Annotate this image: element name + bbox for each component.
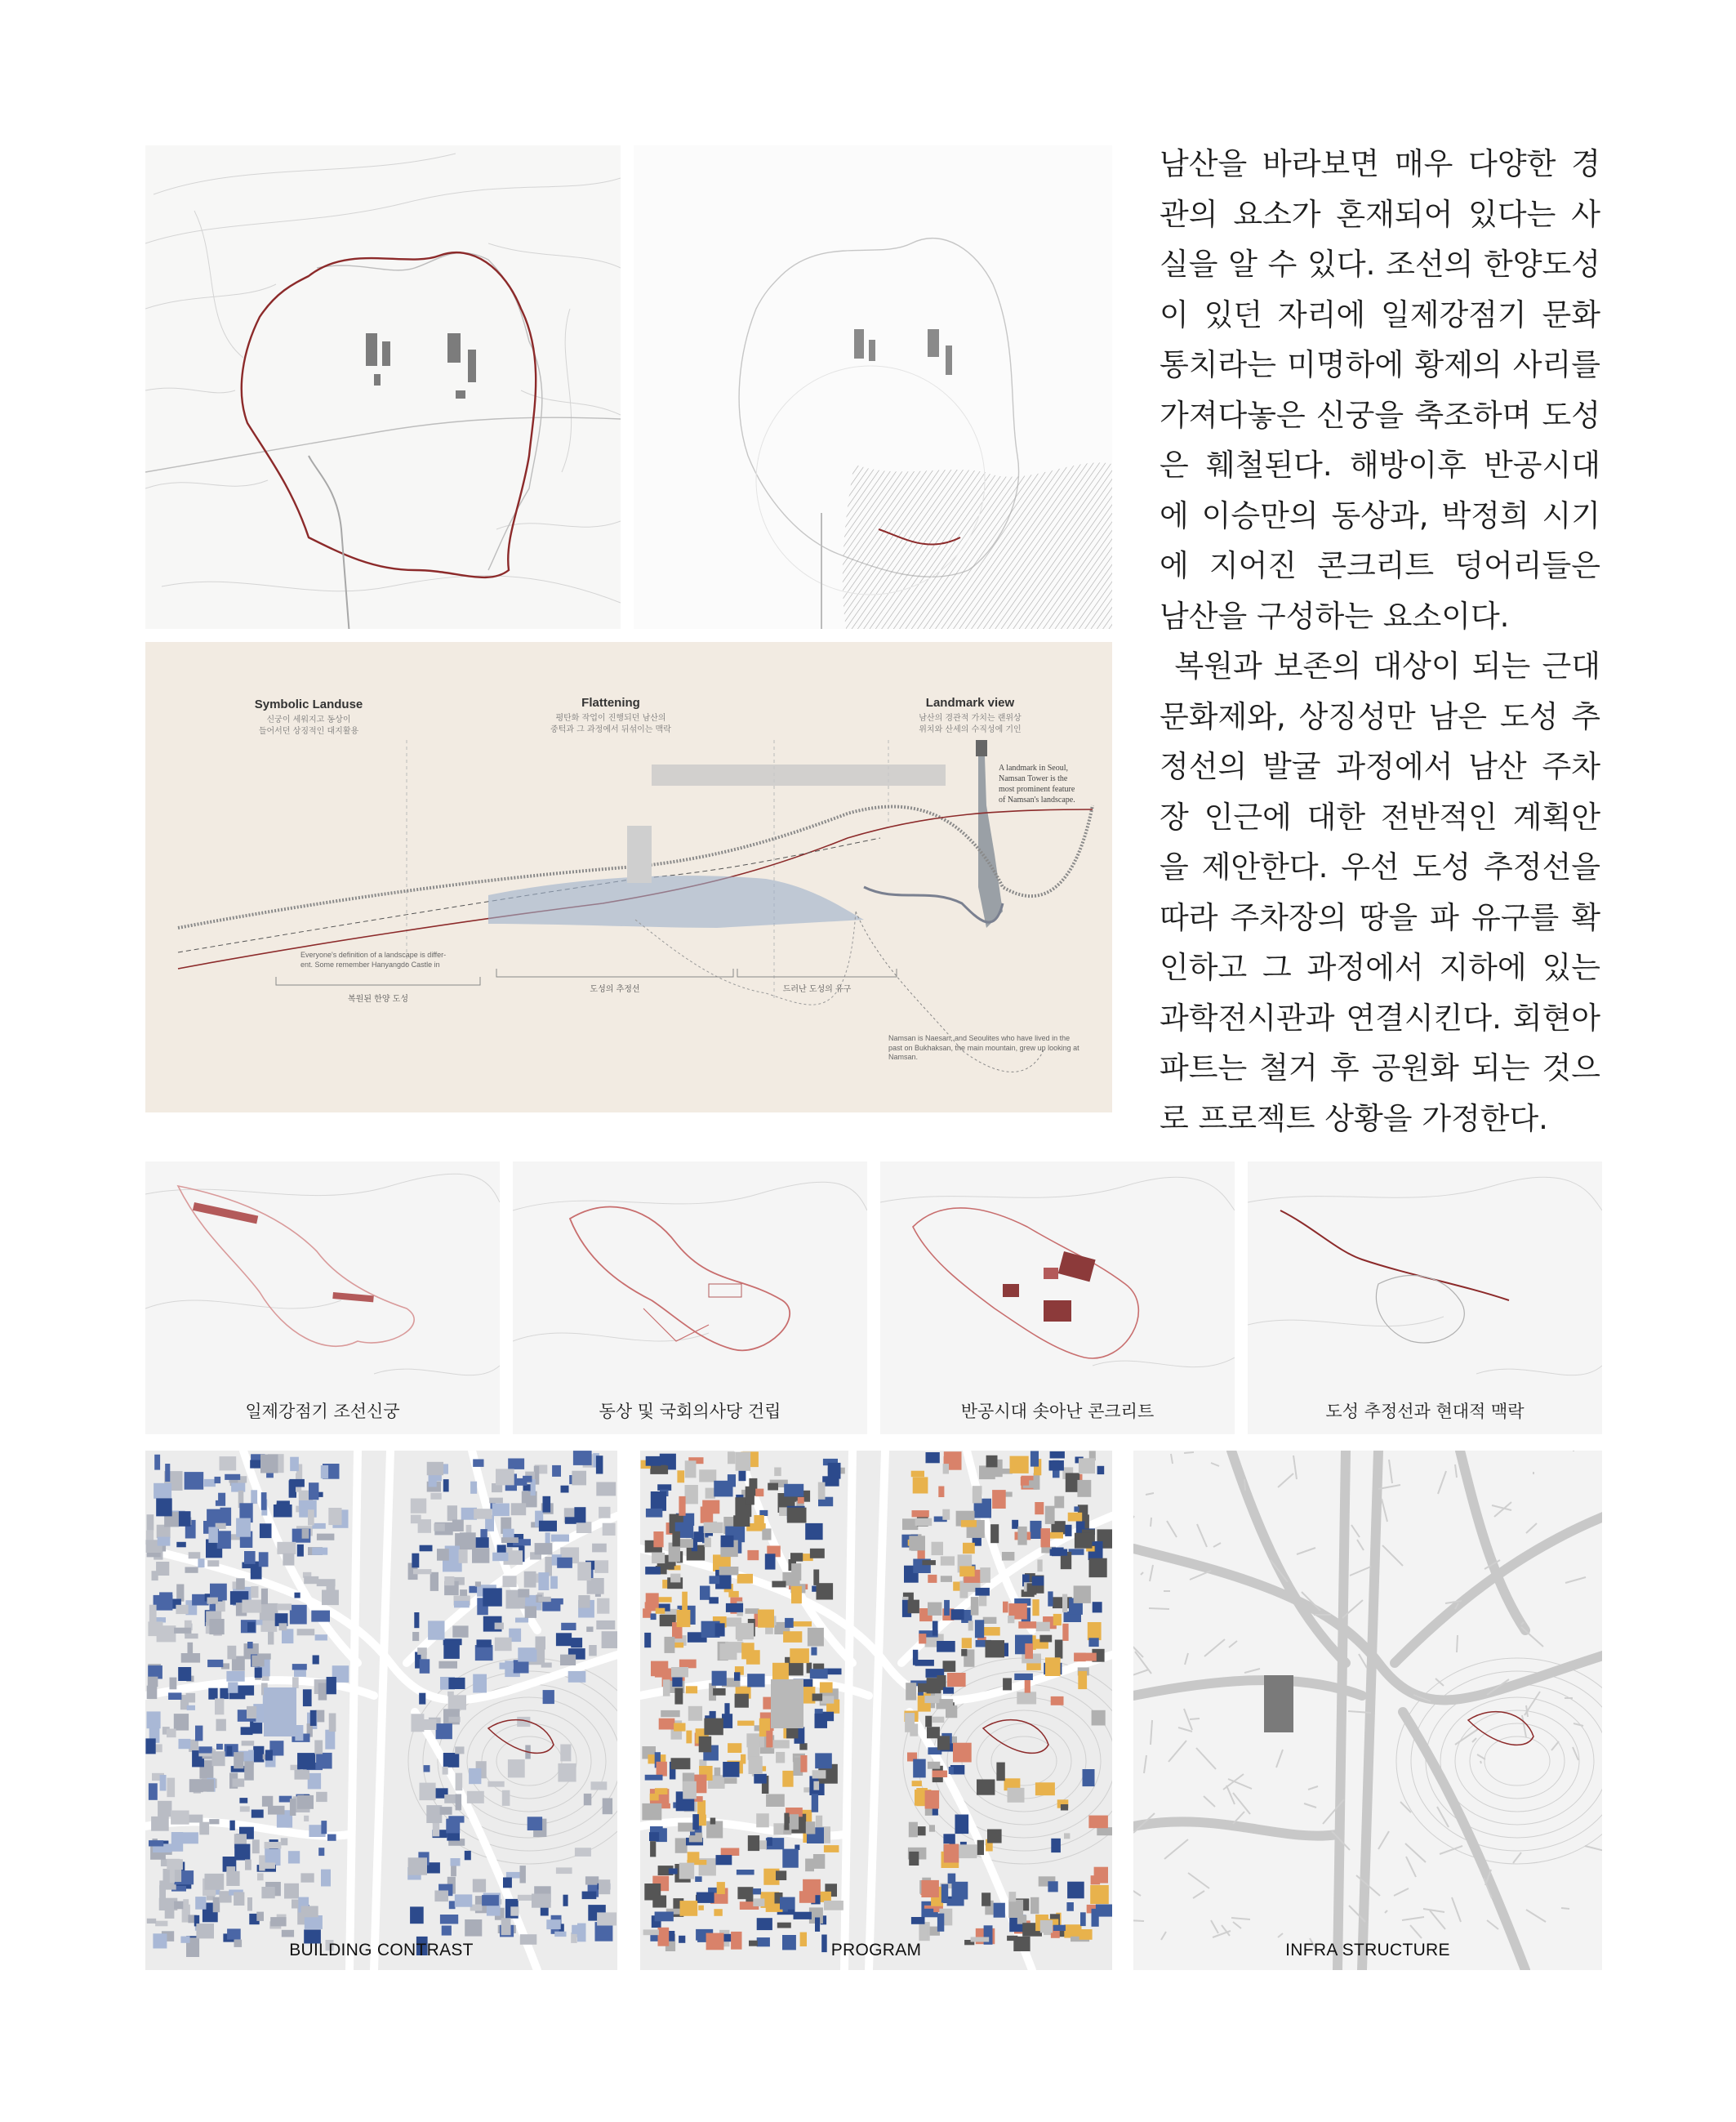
city-caption-infrastructure: INFRA STRUCTURE (1285, 1941, 1450, 1959)
city-map-building-contrast-drawing (145, 1451, 617, 1970)
bracket-label-estimated-line: 도성의 추정선 (590, 985, 640, 994)
city-map-building-contrast (145, 1451, 617, 1970)
topo-map-wall-drawing (145, 145, 621, 629)
history-map-statue (513, 1161, 867, 1434)
city-caption-program: PROGRAM (830, 1941, 922, 1959)
history-caption-concrete: 반공시대 솟아난 콘크리트 (960, 1402, 1155, 1421)
history-caption-statue: 동상 및 국회의사당 건립 (599, 1402, 781, 1421)
section-heading-title: Flattening (581, 696, 640, 710)
essay-paragraph-2: 복원과 보존의 대상이 되는 근대문화제와, 상징성만 남은 도성 추정선의 발굴 과정에서 남산 주차장 인근에 대한 전반적인 계획안을 제안한다. 우선 도성 추정선을 따라 주차장의 땅을 파 유구를 확인하고 그 과정에서 지하에 있는 과학전시관과 연결시킨다. 회현아파트는 철거 후 공원화 되는 것으로 프로젝트 상황을 가정한다. (1160, 649, 1600, 1136)
city-caption-building-contrast: BUILDING CONTRAST (289, 1941, 474, 1959)
history-map-statue-drawing (513, 1161, 867, 1434)
bracket-label-restored-wall: 복원된 한양 도성 (348, 995, 408, 1004)
bracket-label-exposed-remains: 드러난 도성의 유구 (782, 985, 852, 994)
tower-note: A landmark in Seoul, Namsan Tower is the most prominent feature of Namsan's landscape. (999, 764, 1075, 805)
history-caption-modern: 도성 추정선과 현대적 맥락 (1325, 1402, 1525, 1421)
history-map-modern-drawing (1248, 1161, 1602, 1434)
city-map-infrastructure (1133, 1451, 1602, 1970)
history-caption-shrine: 일제강점기 조선신궁 (245, 1402, 400, 1421)
city-map-infrastructure-drawing (1133, 1451, 1602, 1970)
city-map-program-drawing (640, 1451, 1112, 1970)
section-heading-sub: 신궁이 세워지고 동상이 들어서던 상징적인 대지활용 (258, 716, 359, 736)
section-heading-sub: 평탄화 작업이 진행되던 남산의 중턱과 그 과정에서 뒤섞이는 맥락 (550, 714, 671, 734)
castle-note: Everyone's definition of a landscape is differ- ent. Some remember Hanyangdo Castle in (300, 951, 447, 969)
mountain-note: Namsan is Naesan, and Seoulites who have lived in the past on Bukhaksan, the main mountain, grew up looking at Namsan. (888, 1034, 1079, 1062)
section-heading-sub: 남산의 경관적 가치는 랜위상 위치와 산세의 수직성에 기인 (919, 714, 1022, 734)
section-heading-title: Landmark view (925, 696, 1015, 710)
essay-text (1160, 139, 1600, 1143)
topo-map-wall (145, 145, 621, 629)
topo-map-hatched-drawing (634, 145, 1112, 629)
section-heading-title: Symbolic Landuse (254, 698, 363, 711)
history-map-concrete-drawing (880, 1161, 1235, 1434)
history-map-shrine-drawing (145, 1161, 500, 1434)
city-map-program (640, 1451, 1112, 1970)
history-map-concrete (880, 1161, 1235, 1434)
topo-map-hatched (634, 145, 1112, 629)
section-diagram (145, 642, 1112, 1112)
history-map-modern (1248, 1161, 1602, 1434)
history-map-shrine (145, 1161, 500, 1434)
essay-paragraph-1: 남산을 바라보면 매우 다양한 경관의 요소가 혼재되어 있다는 사실을 알 수 있다. 조선의 한양도성이 있던 자리에 일제강점기 문화통치라는 미명하에 황제의 사리를 가져다놓은 신궁을 축조하며 도성은 훼철된다. 해방이후 반공시대에 이승만의 동상과, 박정희 시기에 지어진 콘크리트 덩어리들은 남산을 구성하는 요소이다. (1160, 146, 1600, 634)
